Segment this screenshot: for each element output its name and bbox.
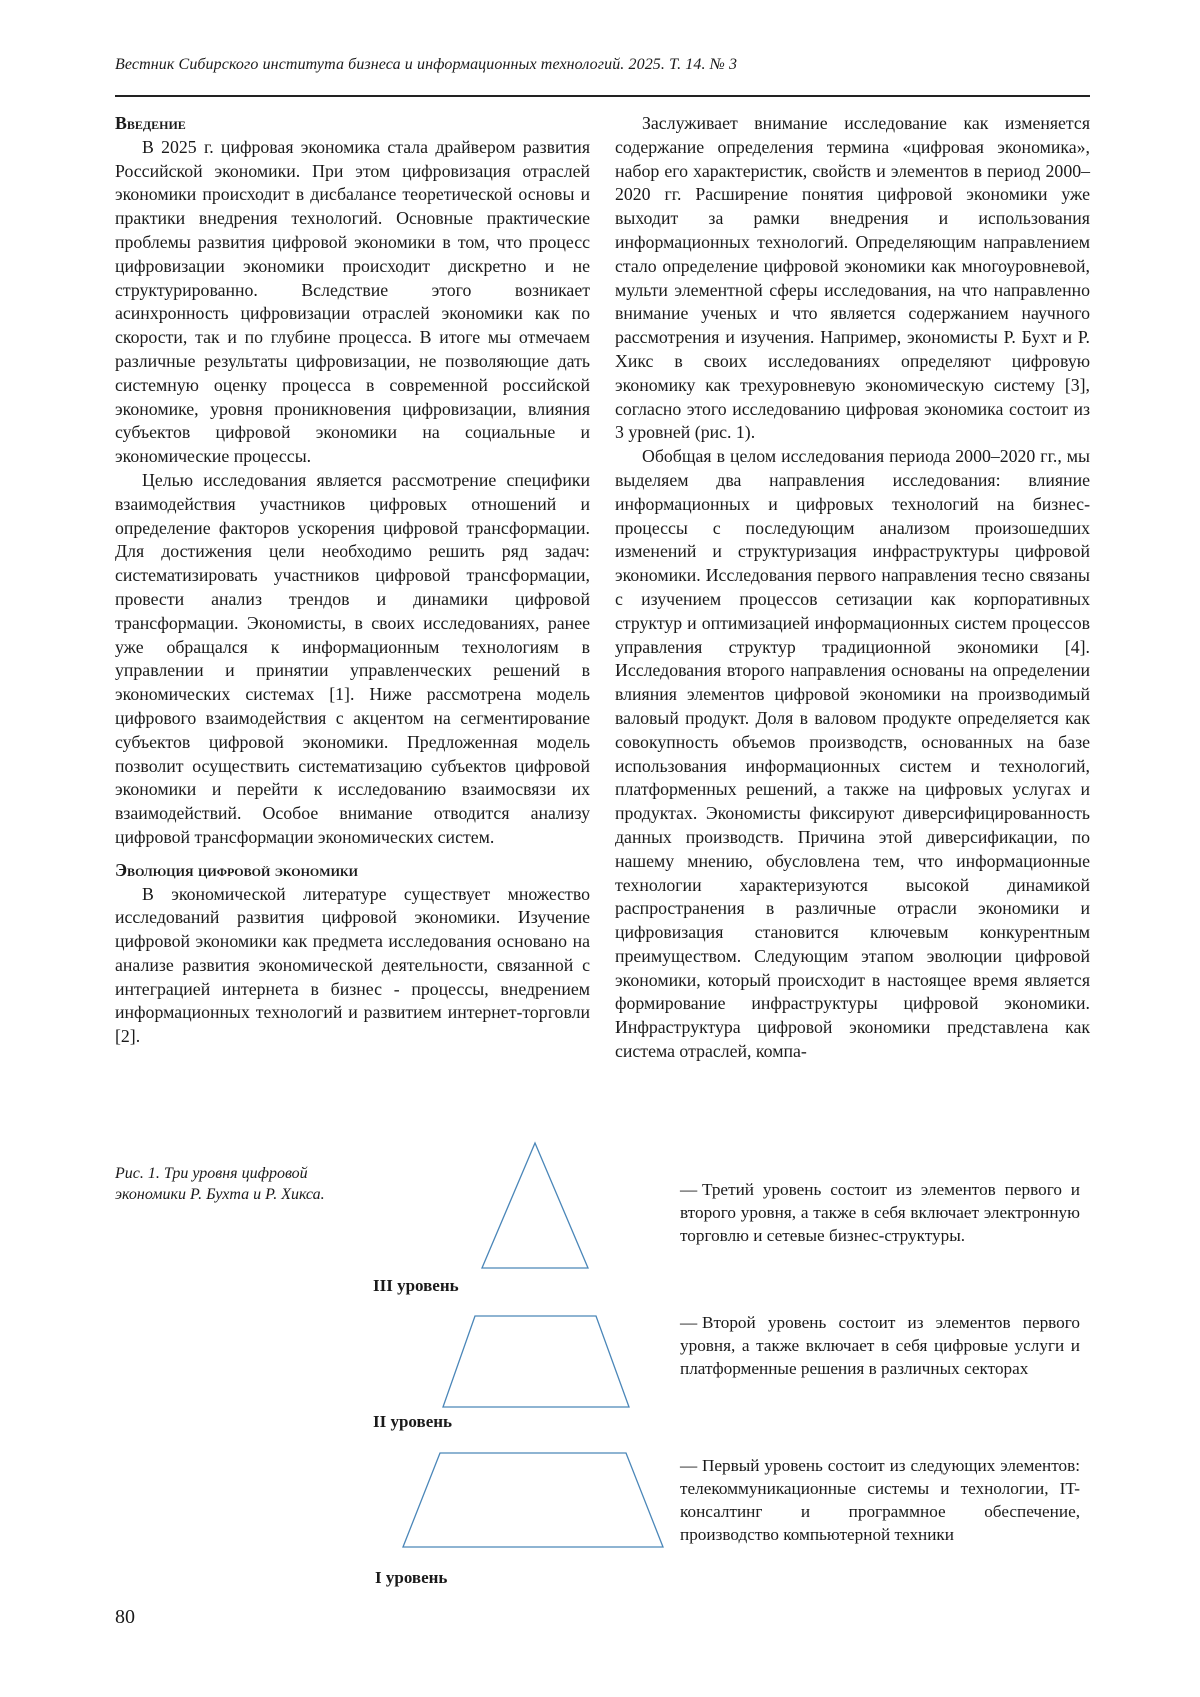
paragraph: В 2025 г. цифровая экономика стала драйвером развития Российской экономики. При этом цифровизация отраслей экономики происходит в дисбалансе теоретической основы и практики внедрения технологий. Основные практические проблемы развития цифровой экономики в том, что процесс цифровизации экономики происходит дискретно и не структурированно. Вследствие этого возникает асинхронность цифровизации отраслей экономики как по скорости, так и по глубине процесса. В итоге мы отмечаем различные результаты цифровизации, не позволяющие дать системную оценку процесса в современной российской экономике, уровня проникновения цифровизации, влияния субъектов цифровой экономики на социальные и экономические процессы.: [115, 136, 590, 467]
left-column: [115, 112, 590, 1049]
level-1-trapezoid: [400, 1450, 666, 1551]
level-3-description: [680, 1178, 1080, 1247]
level-2-shape: [443, 1316, 629, 1407]
paragraph: Обобщая в целом исследования периода 2000–2020 гг., мы выделяем два направления исследования: влияние информационных и цифровых технологий на бизнес-процессы с последующим анализом произошедших изменений и структуризация инфраструктуры цифровой экономики. Исследования первого направления тесно связаны с изучением процессов сетизации как корпоративных структур и оптимизацией информационных систем процессов управления структур традиционной экономики [4]. Исследования второго направления основаны на определении влияния элементов цифровой экономики на производимый валовый продукт. Доля в валовом продукте определяется как совокупность объемов производств, основанных на базе использования информационных систем и технологий, платформенных решений, а также на цифровых услугах и продуктах. Экономисты фиксируют диверсифицированность данных производств. Причина этой диверсификации, по нашему мнению, обусловлена тем, что информационные технологии характеризуются высокой динамикой распространения в различные отрасли экономики и цифровизация становится ключевым конкурентным преимуществом. Следующим этапом эволюции цифровой экономики, который происходит в настоящее время является формирование инфраструктуры цифровой экономики. Инфраструктура цифровой экономики представлена как система отраслей, компа-: [615, 446, 1090, 1062]
figure-caption: Рис. 1. Три уровня цифровой экономики Р. Бухта и Р. Хикса.: [115, 1165, 325, 1203]
journal-header: Вестник Сибирского института бизнеса и информационных технологий. 2025. Т. 14. № 3: [115, 56, 738, 73]
paragraph: Заслуживает внимание исследование как изменяется содержание определения термина «цифровая экономика», набор его характеристик, свойств и элементов в период 2000–2020 гг. Расширение понятия цифровой экономики уже выходит за рамки внедрения и использования информационных технологий. Определяющим направлением стало определение цифровой экономики как многоуровневой, мульти элементной сферы исследования, на что направленно внимание ученых и что является содержанием научного рассмотрения и изучения. Например, экономисты Р. Бухт и Р. Хикс в своих исследованиях определяют цифровую экономику как трехуровневую экономическую систему [3], согласно этого исследованию цифровая экономика состоит из 3 уровней (рис. 1).: [615, 113, 1090, 443]
level-1-shape: [403, 1453, 663, 1547]
level-3-triangle: [478, 1140, 592, 1272]
dash: —: [680, 1456, 698, 1475]
level-2-trapezoid: [440, 1313, 632, 1410]
level-1-label: I уровень: [375, 1568, 448, 1587]
paragraph: Целью исследования является рассмотрение специфики взаимодействия участников цифровых отношений и определение факторов ускорения цифровой трансформации. Для достижения цели необходимо решить ряд задач: систематизировать участников цифровой трансформации, провести анализ трендов и динамики цифровой трансформации. Экономисты, в своих исследованиях, ранее уже обращался к информационным технологиям в управлении и принятии управленческих решений в экономических системах [1]. Ниже рассмотрена модель цифрового взаимодействия с акцентом на сегментирование субъектов цифровой экономики. Предложенная модель позволит осуществить систематизацию субъектов цифровой экономики и перейти к исследованию взаимосвязи их взаимодействий. Особое внимание отводится анализу цифровой трансформации экономических систем.: [115, 469, 590, 847]
paragraph: В экономической литературе существует множество исследований развития цифровой экономики. Изучение цифровой экономики как предмета исследования основано на анализе развития экономической деятельности, связанной с интеграцией интернета в бизнес - процессы, внедрением информационных технологий и развитием интернет-торговли [2].: [115, 883, 590, 1047]
level-2-description: [680, 1311, 1080, 1380]
dash: —: [680, 1180, 698, 1199]
level-1-text: Первый уровень состоит из следующих элементов: телекоммуникационные системы и технологии, IT-консалтинг и программное обеспечение, производство компьютерной техники: [680, 1456, 1080, 1544]
dash: —: [680, 1313, 698, 1332]
right-column: [615, 112, 1090, 1064]
level-3-shape: [482, 1143, 588, 1268]
header-rule: [115, 95, 1090, 97]
page-number: 80: [115, 1606, 135, 1628]
section-title-evolution: Эволюция цифровой экономики: [115, 859, 358, 880]
level-1-description: [680, 1454, 1080, 1546]
section-title-introduction: Введение: [115, 113, 186, 133]
level-2-text: Второй уровень состоит из элементов первого уровня, а также включает в себя цифровые услуги и платформенные решения в различных секторах: [680, 1313, 1080, 1378]
level-3-text: Третий уровень состоит из элементов первого и второго уровня, а также в себя включает электронную торговлю и сетевые бизнес-структуры.: [680, 1180, 1080, 1245]
level-2-label: II уровень: [373, 1412, 453, 1431]
level-3-label: III уровень: [373, 1276, 459, 1295]
